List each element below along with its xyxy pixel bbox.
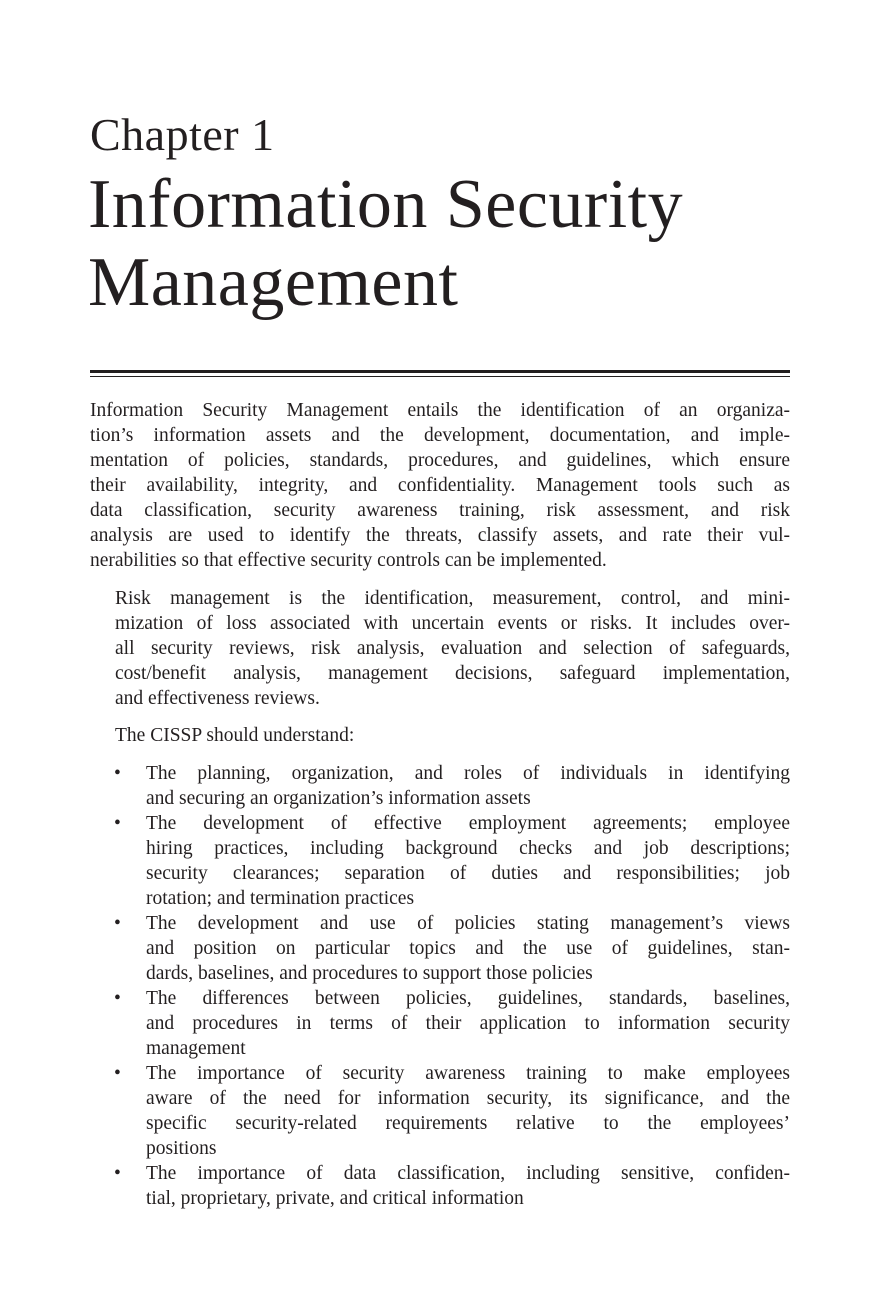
list-item — [90, 761, 790, 811]
paragraph-line: analysis are used to identify the threats, classify assets, and rate their vul- — [90, 525, 790, 546]
bullet-icon: • — [114, 1062, 121, 1084]
list-item — [90, 1161, 790, 1211]
paragraph — [90, 723, 790, 748]
bullet-icon: • — [114, 762, 121, 784]
list-item — [90, 911, 790, 986]
chapter-body — [90, 398, 790, 1211]
list-item-line: and securing an organization’s information assets — [146, 787, 531, 809]
list-item-line: positions — [146, 1137, 217, 1159]
chapter-title-line: Information Security — [88, 166, 684, 243]
list-item — [90, 811, 790, 911]
chapter-label: Chapter 1 — [90, 109, 275, 160]
list-item-line: The differences between policies, guidelines, standards, baselines, — [146, 987, 790, 1009]
chapter-title — [88, 166, 683, 322]
list-item-line: security clearances; separation of duties and responsibilities; job — [146, 862, 790, 884]
paragraph-line: cost/benefit analysis, management decisions, safeguard implementation, — [115, 662, 790, 684]
paragraph-line: all security reviews, risk analysis, evaluation and selection of safeguards, — [115, 637, 790, 659]
paragraph-line: The CISSP should understand: — [115, 725, 355, 746]
list-item-line: and position on particular topics and the use of guidelines, stan- — [146, 937, 790, 959]
list-item-line: The development of effective employment agreements; employee — [146, 812, 790, 834]
bullet-list — [90, 761, 790, 1211]
paragraph-line: nerabilities so that effective security controls can be implemented. — [90, 550, 607, 571]
list-item-line: specific security-related requirements relative to the employees’ — [146, 1112, 790, 1134]
chapter-title-line: Management — [88, 244, 459, 321]
list-item — [90, 1061, 790, 1161]
list-item-line: aware of the need for information security, its significance, and the — [146, 1087, 790, 1109]
paragraph — [90, 398, 790, 573]
title-rule-thick — [90, 370, 790, 373]
list-item-line: hiring practices, including background checks and job descriptions; — [146, 837, 790, 859]
paragraph-line: Risk management is the identification, measurement, control, and mini- — [115, 587, 790, 609]
list-item-line: management — [146, 1037, 246, 1059]
list-item-line: dards, baselines, and procedures to support those policies — [146, 962, 593, 984]
bullet-icon: • — [114, 912, 121, 934]
title-rule-thin — [90, 376, 790, 377]
list-item-line: rotation; and termination practices — [146, 887, 415, 909]
bullet-icon: • — [114, 1162, 121, 1184]
paragraph-line: Information Security Management entails the identification of an organiza- — [90, 400, 790, 421]
bullet-icon: • — [114, 812, 121, 834]
list-item-line: The importance of data classification, including sensitive, confiden- — [146, 1162, 790, 1184]
paragraph-line: their availability, integrity, and confidentiality. Management tools such as — [90, 475, 790, 496]
paragraph-line: mentation of policies, standards, procedures, and guidelines, which ensure — [90, 450, 790, 471]
paragraph-line: data classification, security awareness training, risk assessment, and risk — [90, 500, 790, 521]
paragraph-line: mization of loss associated with uncertain events or risks. It includes over- — [115, 612, 790, 634]
list-item-line: The importance of security awareness training to make employees — [146, 1062, 790, 1084]
paragraph-line: and effectiveness reviews. — [115, 687, 320, 709]
list-item-line: The development and use of policies stating management’s views — [146, 912, 790, 934]
bullet-icon: • — [114, 987, 121, 1009]
list-item — [90, 986, 790, 1061]
list-item-line: tial, proprietary, private, and critical information — [146, 1187, 524, 1209]
list-item-line: The planning, organization, and roles of individuals in identifying — [146, 762, 790, 784]
paragraph-line: tion’s information assets and the development, documentation, and imple- — [90, 425, 790, 446]
list-item-line: and procedures in terms of their application to information security — [146, 1012, 790, 1034]
paragraph — [90, 586, 790, 711]
